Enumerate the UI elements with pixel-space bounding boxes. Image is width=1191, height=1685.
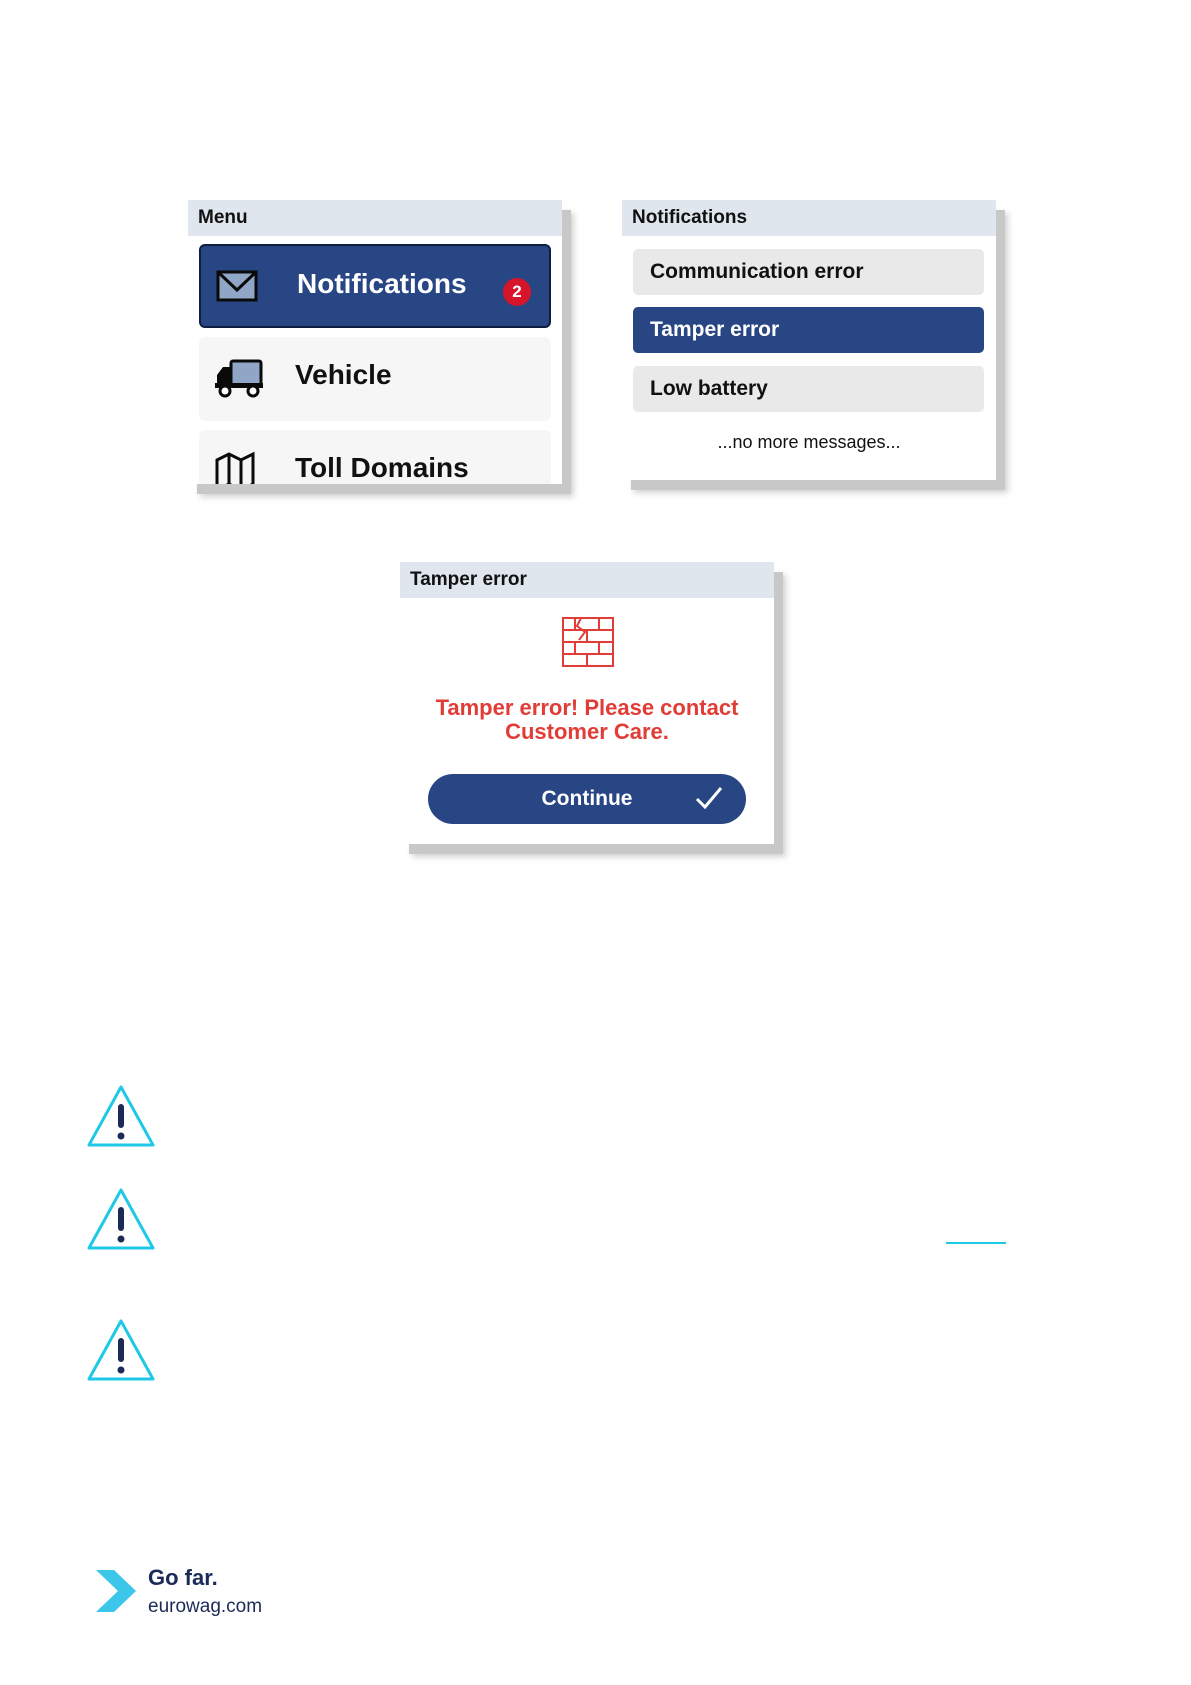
menu-item-toll-domains[interactable]: [199, 430, 551, 484]
continue-button[interactable]: [428, 774, 746, 824]
menu-item-vehicle[interactable]: [199, 337, 551, 421]
broken-wall-icon: [561, 616, 615, 673]
menu-item-label: Vehicle: [295, 359, 392, 390]
notification-communication-error[interactable]: Communication error: [633, 249, 984, 295]
notification-tamper-error[interactable]: Tamper error: [633, 307, 984, 353]
menu-screen: [188, 200, 562, 484]
link-underline[interactable]: [946, 1242, 1006, 1244]
warning-triangle-icon: [86, 1318, 156, 1382]
continue-button-label: Continue: [541, 787, 633, 810]
notification-low-battery[interactable]: Low battery: [633, 366, 984, 412]
map-icon: [213, 450, 259, 484]
chevron-logo-icon: [94, 1568, 138, 1619]
tamper-message-line2: Customer Care.: [505, 719, 669, 744]
notifications-screen: [622, 200, 996, 480]
warning-triangle-icon: [86, 1187, 156, 1251]
menu-item-label: Toll Domains: [295, 452, 469, 483]
tamper-error-message: [400, 696, 774, 744]
tamper-error-header: Tamper error: [400, 562, 774, 598]
menu-header: Menu: [188, 200, 562, 236]
menu-item-label: Notifications: [297, 268, 467, 299]
notification-count-badge: 2: [503, 278, 531, 306]
truck-icon: [213, 357, 265, 404]
footer-website[interactable]: eurowag.com: [148, 1596, 263, 1617]
tamper-error-screen: [400, 562, 774, 844]
no-more-messages-text: ...no more messages...: [717, 432, 901, 452]
notifications-header: Notifications: [622, 200, 996, 236]
envelope-icon: [215, 266, 261, 311]
menu-item-notifications[interactable]: [199, 244, 551, 328]
footer-slogan: Go far.: [148, 1565, 218, 1590]
tamper-message-line1: Tamper error! Please contact: [435, 695, 739, 720]
check-icon: [694, 784, 724, 818]
warning-triangle-icon: [86, 1084, 156, 1148]
